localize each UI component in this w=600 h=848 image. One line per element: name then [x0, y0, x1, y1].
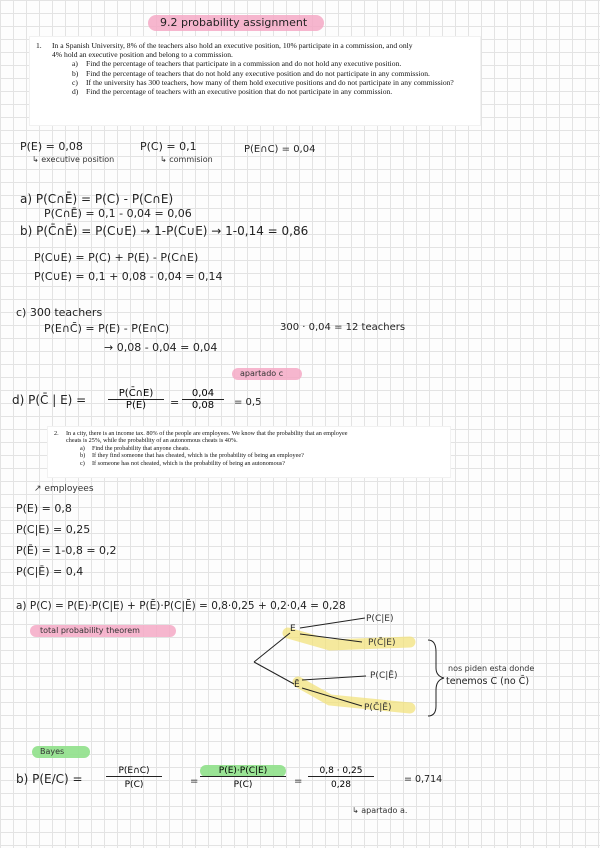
apartado-c-tag: apartado c [240, 369, 284, 378]
answer-2b-fraction-1 [106, 766, 162, 790]
employees-note: ↗ employees [34, 484, 94, 494]
fraction-denominator: 0,08 [191, 400, 215, 411]
given-pe-note: ↳ executive position [32, 155, 115, 164]
fraction-numerator: P(C̄∩E) [108, 388, 164, 400]
tree-leaf-nc-ne: P(C̄|Ē) [364, 703, 392, 713]
fraction-numerator: 0,8 · 0,25 [308, 766, 374, 777]
answer-2b-fraction-2 [200, 766, 286, 790]
given-p2-pc-note: P(C|Ē) = 0,4 [16, 565, 84, 578]
problem-item: If they find someone that has cheated, which is the probability of being an employee? [92, 452, 304, 460]
tree-leaf-nc-e: P(C̄|E) [368, 638, 396, 648]
total-prob-label: total probability theorem [40, 626, 140, 635]
problem-item: If the university has 300 teachers, how many of them hold executive positions and do not participate in any commission? [86, 77, 454, 87]
branch-e [254, 633, 290, 662]
answer-2a: a) P(C) = P(E)·P(C|E) + P(Ē)·P(C|Ē) = 0,8·0,25 + 0,2·0,4 = 0,28 [16, 600, 346, 612]
branch-c-ne [302, 676, 366, 680]
answer-b-line3: P(C∪E) = 0,1 + 0,08 - 0,04 = 0,14 [34, 270, 223, 283]
page-title: 9.2 probability assignment [160, 16, 308, 29]
answer-2b-label: b) P(E/C) = [16, 772, 83, 786]
tree-leaf-c-ne: P(C|Ē) [370, 671, 398, 681]
problem-text: In a Spanish University, 8% of the teachers also hold an executive position, 10% participate in a commission, and only [52, 41, 413, 50]
answer-a-line1: a) P(C∩Ē) = P(C) - P(C∩E) [20, 192, 174, 206]
item-letter: d) [72, 87, 79, 97]
problem-item: Find the percentage of teachers with an executive position that do not participate in any commission. [86, 87, 393, 97]
answer-b-line1: b) P(C̄∩Ē) = P(C∪E) → 1-P(C∪E) → 1-0,14 = 0,86 [20, 224, 309, 238]
answer-2b-result: = 0,714 [404, 774, 443, 785]
answer-d-label: d) P(C̄ | E) = [12, 393, 87, 407]
brace [428, 640, 444, 716]
item-letter: b) [72, 68, 79, 78]
problem-number: 1. [36, 41, 42, 50]
equals-sign: = [170, 396, 180, 409]
answer-d-result: = 0,5 [234, 397, 262, 408]
equals-sign: = [190, 776, 199, 787]
fraction-denominator: 0,28 [330, 780, 352, 790]
tree-node-e: E [290, 624, 296, 634]
item-letter: b) [80, 452, 86, 460]
given-p2-pe: P(E) = 0,8 [16, 502, 72, 515]
fraction-denominator: P(C) [124, 780, 144, 790]
given-pe: P(E) = 0,08 [20, 140, 83, 153]
problem-number: 2. [54, 430, 59, 437]
item-letter: a) [72, 59, 78, 69]
fraction-denominator: P(E) [125, 400, 147, 411]
fraction-numerator: 0,04 [182, 388, 224, 400]
problem-item: Find the probability that anyone cheats. [92, 444, 190, 452]
branch-not-e [254, 662, 294, 684]
item-letter: a) [80, 444, 85, 452]
problem-text: cheats is 25%, while the probability of an autonomous cheats is 40%. [66, 437, 238, 445]
answer-2b-fraction-3 [308, 766, 374, 790]
branch-nc-e [300, 618, 365, 628]
tree-node-not-e: Ē [294, 680, 300, 690]
answer-c-result: 300 · 0,04 = 12 teachers [280, 322, 406, 333]
problem-item: If someone has not cheated, which is the probability of being an autonomous? [92, 459, 285, 467]
problem-text: In a city, there is an income tax. 80% of the people are employees. We know that the probability that an employee [66, 430, 348, 437]
item-letter: c) [72, 77, 78, 87]
fraction-numerator: P(E∩C) [106, 766, 162, 777]
brace-note-line1: nos piden esta donde [448, 664, 535, 673]
bayes-label: Bayes [40, 747, 65, 756]
problem-item: Find the percentage of teachers that participate in a commission and do not hold any executive position. [86, 59, 402, 69]
fraction-denominator: P(C) [233, 780, 253, 790]
apartado-a-tag: ↳ apartado a. [352, 806, 408, 815]
answer-c-line3: → 0,08 - 0,04 = 0,04 [104, 341, 218, 354]
answer-c-line1: c) 300 teachers [16, 306, 103, 319]
equals-sign: = [294, 776, 303, 787]
answer-c-line2: P(E∩C̄) = P(E) - P(E∩C) [44, 322, 170, 335]
item-letter: c) [80, 459, 85, 467]
given-pec: P(E∩C) = 0,04 [244, 144, 316, 155]
problem-item: Find the percentage of teachers that do not hold any executive position and do not participate in any commission. [86, 68, 430, 78]
brace-note-line2: tenemos C (no C̄) [446, 676, 530, 687]
answer-a-line2: P(C∩Ē) = 0,1 - 0,04 = 0,06 [44, 207, 192, 220]
given-p2-pnot-e: P(Ē) = 1-0,8 = 0,2 [16, 544, 117, 557]
given-pc-note: ↳ commision [160, 155, 213, 164]
fraction-numerator: P(E)·P(C|E) [200, 766, 286, 777]
answer-b-line2: P(C∪E) = P(C) + P(E) - P(C∩E) [34, 251, 199, 264]
given-pc: P(C) = 0,1 [140, 140, 197, 153]
problem-text: 4% hold an executive position and belong to a commission. [52, 50, 233, 60]
tree-leaf-c-e: P(C|E) [366, 614, 394, 624]
given-p2-pce: P(C|E) = 0,25 [16, 523, 91, 536]
